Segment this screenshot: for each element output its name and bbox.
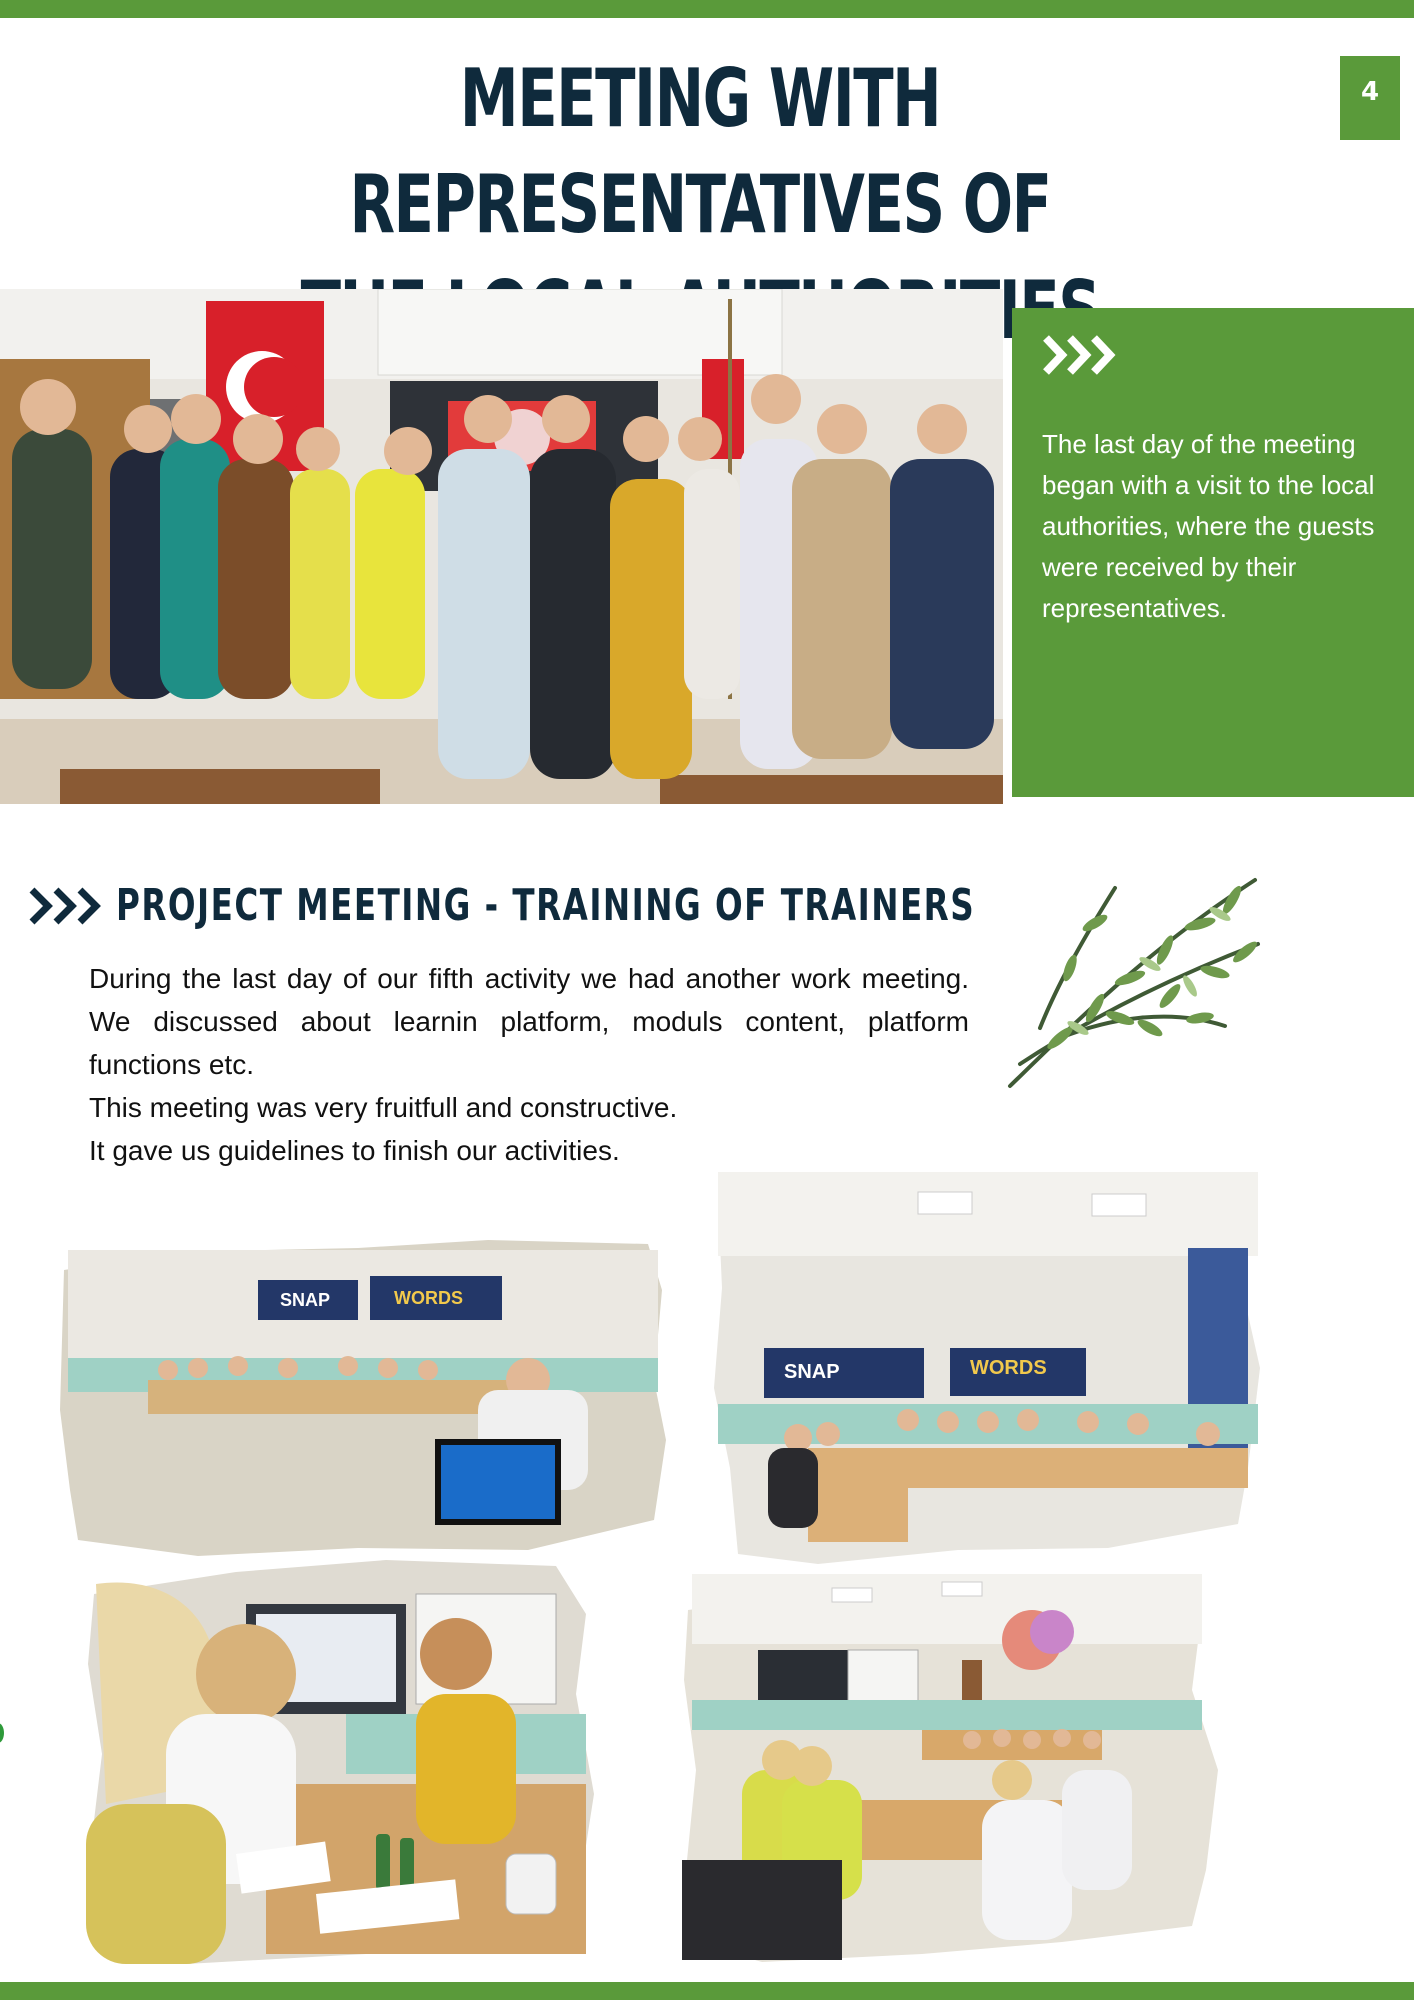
rosemary-sprig-illustration [1000, 868, 1270, 1100]
section-title: PROJECT MEETING - TRAINING OF TRAINERS [116, 880, 976, 931]
top-accent-bar [0, 0, 1414, 18]
info-card [1012, 308, 1414, 797]
classroom-sign-snap: SNAP [280, 1290, 331, 1310]
bottom-accent-bar [0, 1982, 1414, 2000]
triple-chevron-right-icon [28, 884, 108, 928]
page-title-line-1: MEETING WITH REPRESENTATIVES OF [349, 52, 1051, 251]
classroom-sign-words: WORDS [394, 1288, 463, 1308]
meeting-photo-laptop-discussion [86, 1554, 646, 1966]
edge-marker-dot [0, 1723, 4, 1743]
body-paragraph-3: It gave us guidelines to finish our activities. [89, 1135, 620, 1166]
info-card-text: The last day of the meeting began with a visit to the local authorities, where the guests were received by their representatives. [1042, 429, 1375, 623]
classroom-sign-words: WORDS [970, 1357, 1047, 1379]
classroom-sign-snap: SNAP [784, 1361, 840, 1383]
body-paragraph-1: During the last day of our fifth activity we had another work meeting. We discussed about learnin platform, moduls content, platform functions etc. [89, 963, 969, 1080]
page-number-badge: 4 [1340, 56, 1400, 140]
meeting-photo-classroom-1 [58, 1230, 670, 1562]
section-body [89, 957, 969, 1172]
meeting-photo-classroom-2 [708, 1168, 1264, 1574]
triple-chevron-right-icon [1042, 330, 1122, 380]
body-paragraph-2: This meeting was very fruitfull and constructive. [89, 1092, 678, 1123]
group-photo-local-authorities [0, 289, 1003, 804]
meeting-photo-group-tables [682, 1570, 1222, 1962]
